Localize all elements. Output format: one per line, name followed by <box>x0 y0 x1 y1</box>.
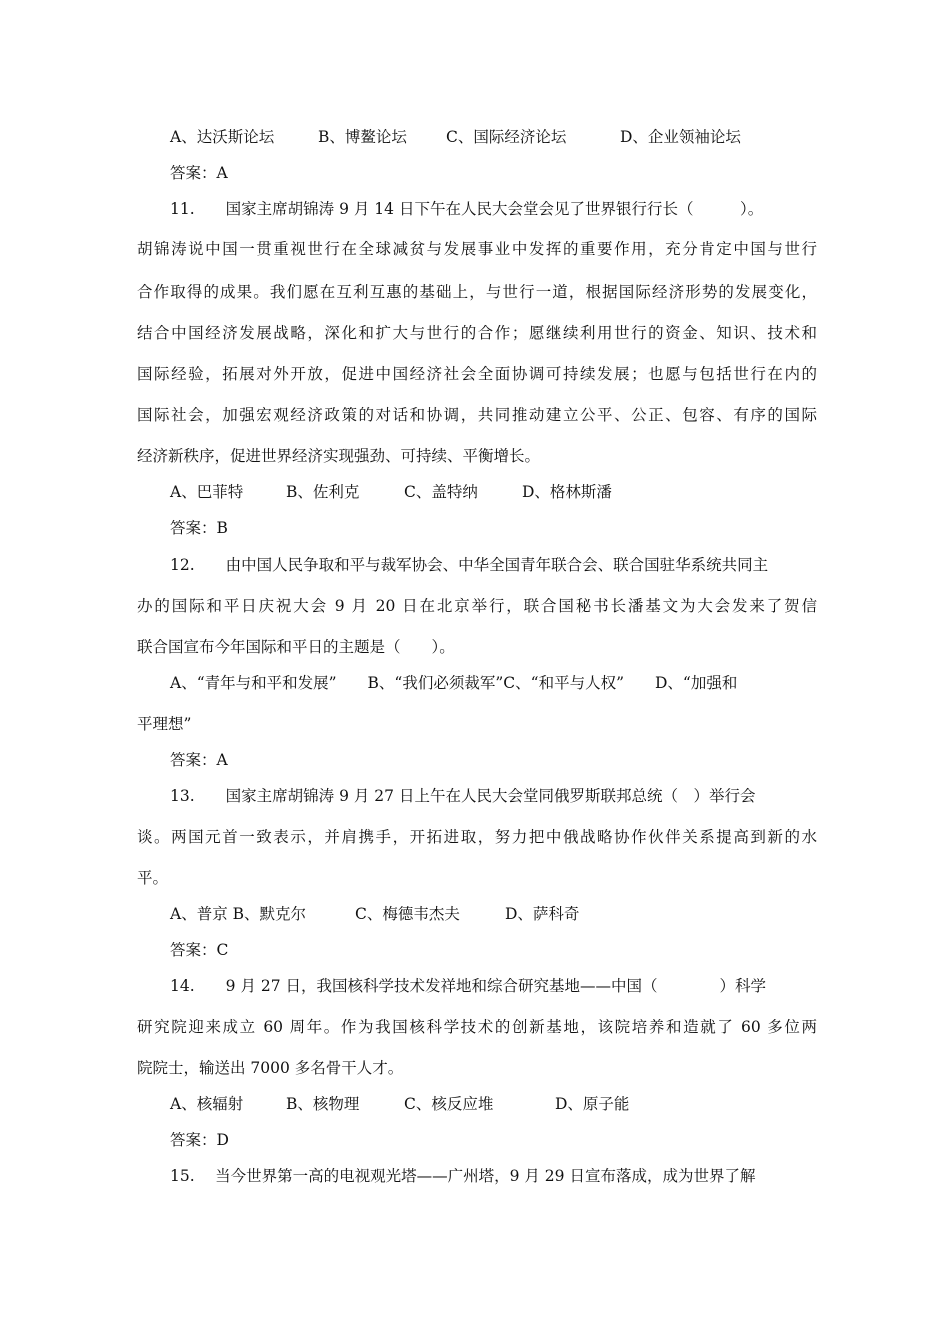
q13-line-1: 13. 国家主席胡锦涛 9 月 27 日上午在人民大会堂同俄罗斯联邦总统（ ）举行会 <box>170 787 756 805</box>
q13-line-3: 平。 <box>137 869 169 887</box>
q10-option-b: B、博鳌论坛 <box>318 128 407 146</box>
q11-line-4: 结合中国经济发展战略，深化和扩大与世行的合作；愿继续利用世行的资金、知识、技术和 <box>137 324 817 342</box>
q11-line-6: 国际社会，加强宏观经济政策的对话和协调，共同推动建立公平、公正、包容、有序的国际 <box>137 406 817 424</box>
q13-line-2: 谈。两国元首一致表示，并肩携手，开拓进取，努力把中俄战略协作伙伴关系提高到新的水 <box>137 828 817 846</box>
q13-answer: 答案：C <box>170 941 229 959</box>
q11-line-5: 国际经验，拓展对外开放，促进中国经济社会全面协调可持续发展；也愿与包括世行在内的 <box>137 365 817 383</box>
q14-answer: 答案：D <box>170 1131 229 1149</box>
q13-option-ab: A、普京 B、默克尔 <box>170 905 307 923</box>
q15-line-1: 15. 当今世界第一高的电视观光塔——广州塔，9 月 29 日宣布落成，成为世界了解 <box>170 1167 756 1185</box>
q11-line-2: 胡锦涛说中国一贯重视世行在全球减贫与发展事业中发挥的重要作用，充分肯定中国与世行 <box>137 240 817 258</box>
q13-option-d: D、萨科奇 <box>505 905 580 923</box>
q14-option-a: A、核辐射 <box>170 1095 244 1113</box>
q12-line-1: 12. 由中国人民争取和平与裁军协会、中华全国青年联合会、联合国驻华系统共同主 <box>170 556 769 574</box>
q14-line-3: 院院士，输送出 7000 多名骨干人才。 <box>137 1059 404 1077</box>
q11-line-3: 合作取得的成果。我们愿在互利互惠的基础上，与世行一道，根据国际经济形势的发展变化， <box>137 283 817 301</box>
q14-line-2: 研究院迎来成立 60 周年。作为我国核科学技术的创新基地，该院培养和造就了 60 多位两 <box>137 1018 817 1036</box>
q11-option-c: C、盖特纳 <box>404 483 478 501</box>
q11-answer: 答案：B <box>170 519 228 537</box>
q12-answer: 答案：A <box>170 751 228 769</box>
q10-option-d: D、企业领袖论坛 <box>620 128 741 146</box>
q12-options-line-2: 平理想” <box>137 715 192 733</box>
q10-answer: 答案：A <box>170 164 228 182</box>
q14-option-d: D、原子能 <box>555 1095 630 1113</box>
q13-option-c: C、梅德韦杰夫 <box>355 905 460 923</box>
q11-option-a: A、巴菲特 <box>170 483 244 501</box>
q14-option-c: C、核反应堆 <box>404 1095 494 1113</box>
q12-line-2: 办的国际和平日庆祝大会 9 月 20 日在北京举行，联合国秘书长潘基文为大会发来了贺信 <box>137 597 817 615</box>
q11-option-b: B、佐利克 <box>286 483 360 501</box>
q10-option-a: A、达沃斯论坛 <box>170 128 275 146</box>
q10-option-c: C、国际经济论坛 <box>446 128 567 146</box>
q12-options-line-1: A、“青年与和平和发展” B、“我们必须裁军”C、“和平与人权” D、“加强和 <box>170 674 738 692</box>
q12-line-3: 联合国宣布今年国际和平日的主题是（ ）。 <box>137 638 455 656</box>
q14-option-b: B、核物理 <box>286 1095 360 1113</box>
q11-option-d: D、格林斯潘 <box>522 483 612 501</box>
q14-line-1: 14. 9 月 27 日，我国核科学技术发祥地和综合研究基地——中国（ ）科学 <box>170 977 767 995</box>
q11-line-7: 经济新秩序，促进世界经济实现强劲、可持续、平衡增长。 <box>137 447 541 465</box>
q11-line-1: 11. 国家主席胡锦涛 9 月 14 日下午在人民大会堂会见了世界银行行长（ ）。 <box>170 200 764 218</box>
